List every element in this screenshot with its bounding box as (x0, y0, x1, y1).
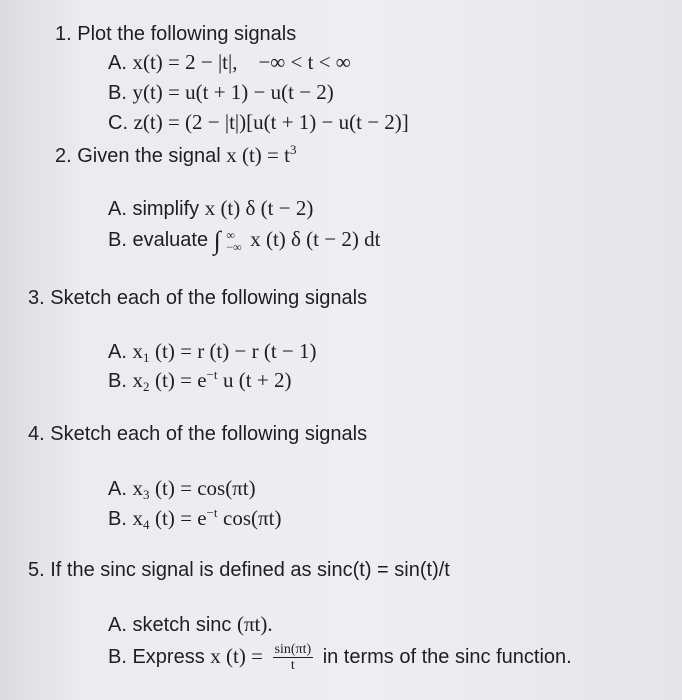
integral-upper-limit: ∞ (226, 227, 235, 242)
q2-signal-exponent: 3 (289, 142, 297, 157)
q1-part-b (108, 80, 334, 105)
q3-heading: 3. Sketch each of the following signals (28, 287, 368, 309)
q2-signal: x (t) = t (226, 143, 290, 167)
q5-a-label: A. sketch sinc (108, 614, 232, 636)
q5-b-lhs: x (t) = (210, 644, 263, 668)
q4-b-mid: (t) = e (155, 506, 207, 530)
q3-b-rhs: u (t + 2) (223, 368, 292, 392)
integral-sign: ∫ (213, 226, 221, 255)
q2-heading-line (55, 143, 296, 170)
q3-a-subscript: 1 (142, 350, 150, 365)
q3-a-rhs: (t) = r (t) − r (t − 1) (155, 339, 317, 363)
q4-part-b (108, 506, 281, 533)
q5-b-tail: in terms of the sinc function. (322, 646, 572, 668)
q4-b-lhs: x (132, 506, 143, 530)
q5-heading: 5. If the sinc signal is defined as sinc(t) = sin(t)/t (28, 559, 450, 581)
q4-b-rhs: cos(πt) (223, 506, 282, 530)
q1-b-label: B. (108, 82, 127, 104)
q4-heading: 4. Sketch each of the following signals (28, 423, 368, 445)
q2-part-b (108, 226, 380, 253)
q3-b-mid: (t) = e (155, 368, 207, 392)
q5-b-label: B. Express (108, 646, 205, 668)
q2-a-label: A. simplify (108, 198, 200, 220)
q2-heading: 2. Given the signal (55, 145, 221, 167)
fraction-denominator: t (290, 658, 295, 674)
q1-a-label: A. (108, 52, 127, 74)
q3-b-subscript: 2 (142, 379, 150, 394)
q1-c-expression: z(t) = (2 − |t|)[u(t + 1) − u(t − 2)] (133, 110, 409, 134)
q3-b-label: B. (108, 370, 127, 392)
q3-b-superscript: −t (206, 367, 218, 382)
q4-a-label: A. (108, 478, 127, 500)
q2-b-expression: x (t) δ (t − 2) dt (250, 227, 381, 251)
q5-part-b (108, 639, 572, 674)
q1-c-label: C. (108, 112, 128, 134)
q3-a-label: A. (108, 341, 127, 363)
q5-a-expression: (πt). (236, 612, 273, 636)
q4-b-label: B. (108, 508, 127, 530)
q2-a-expression: x (t) δ (t − 2) (204, 196, 314, 220)
q5-part-a (108, 612, 273, 637)
integral-lower-limit: −∞ (226, 239, 242, 254)
q4-a-lhs: x (132, 476, 143, 500)
q3-part-a (108, 339, 317, 366)
q2-part-a (108, 196, 313, 221)
q1-heading: 1. Plot the following signals (55, 23, 297, 45)
q4-a-subscript: 3 (142, 487, 150, 502)
fraction-numerator: sin(πt) (274, 642, 312, 658)
q1-part-a (108, 50, 351, 75)
q4-part-a (108, 476, 256, 503)
q1-a-expression: x(t) = 2 − |t|, −∞ < t < ∞ (132, 50, 351, 74)
sinc-fraction (273, 642, 314, 673)
q3-part-b (108, 368, 291, 395)
q1-b-expression: y(t) = u(t + 1) − u(t − 2) (132, 80, 334, 104)
q4-b-superscript: −t (206, 505, 218, 520)
q4-b-subscript: 4 (142, 517, 150, 532)
q2-b-label: B. evaluate (108, 229, 209, 251)
q3-a-lhs: x (132, 339, 143, 363)
q4-a-rhs: (t) = cos(πt) (155, 476, 256, 500)
q3-b-lhs: x (132, 368, 143, 392)
integral-limits (226, 229, 241, 253)
q1-part-c (108, 110, 409, 135)
